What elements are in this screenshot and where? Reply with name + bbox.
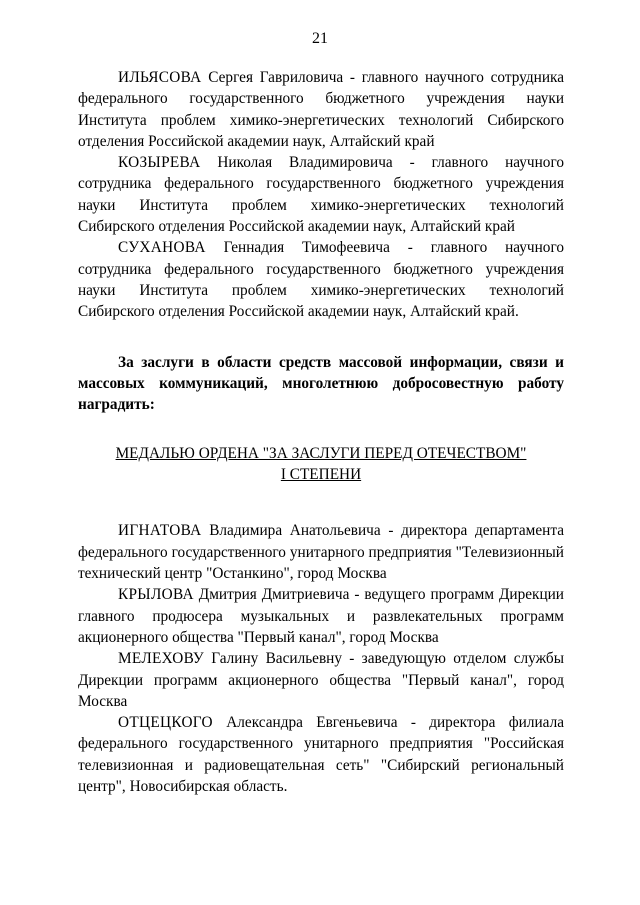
award-heading-line1: МЕДАЛЬЮ ОРДЕНА "ЗА ЗАСЛУГИ ПЕРЕД ОТЕЧЕСТВОМ" [115,445,527,463]
awardee-list-science [78,67,564,323]
awardee-surname: ИЛЬЯСОВА [118,69,202,86]
awardee-surname: МЕЛЕХОВУ [118,650,204,668]
awardee-details: Владимира Анатольевича - директора департамента федерального государственного унитарного предприятия "Телевизионный технический центр "Останкино", город Москва [78,522,564,583]
awardee-surname: ИГНАТОВА [118,522,202,540]
award-heading [78,443,564,485]
awardee-details: Геннадия Тимофеевича - главного научного сотрудника федерального государственного бюджетного учреждения науки Института проблем химико-энергетических технологий Сибирского отделения Российской академии наук, Алтайский край. [78,239,564,321]
awardee-details: Николая Владимировича - главного научного сотрудника федерального государственного бюджетного учреждения науки Института проблем химико-энергетических технологий Сибирского отделения Российской академии наук, Алтайский край [78,154,564,236]
page-number: 21 [312,30,328,47]
awardee-entry [78,584,564,648]
awardee-details: Дмитрия Дмитриевича - ведущего программ Дирекции главного продюсера музыкальных и развлекательных программ акционерного общества "Первый канал", город Москва [78,586,564,646]
awardee-details: Галину Васильевну - заведующую отделом службы Дирекции программ акционерного общества "Первый канал", город Москва [78,650,564,710]
awardee-details: Александра Евгеньевича - директора филиала федерального государственного унитарного предприятия "Российская телевизионная и радиовещательная сеть" "Сибирский региональный центр", Новосибирская область. [78,714,564,796]
awardee-entry [78,520,564,584]
award-heading-line2: I СТЕПЕНИ [280,466,362,484]
awardee-entry [78,712,564,797]
awardee-list-media [78,520,564,797]
awardee-surname: КРЫЛОВА [118,586,194,604]
awardee-surname: СУХАНОВА [118,239,206,257]
awardee-entry [78,648,564,712]
awardee-entry [78,152,564,237]
awardee-details: Сергея Гавриловича - главного научного сотрудника федерального государственного бюджетного учреждения науки Института проблем химико-энергетических технологий Сибирского отделения Российской академии наук, Алтайский край [78,69,564,150]
awardee-surname: ОТЦЕЦКОГО [118,714,213,732]
awardee-entry [78,237,564,322]
awardee-entry [78,67,564,152]
document-body [78,67,564,797]
decree-paragraph: За заслуги в области средств массовой информации, связи и массовых коммуникаций, многолетнюю добросовестную работу наградить: [78,353,564,414]
awardee-surname: КОЗЫРЕВА [118,154,201,172]
